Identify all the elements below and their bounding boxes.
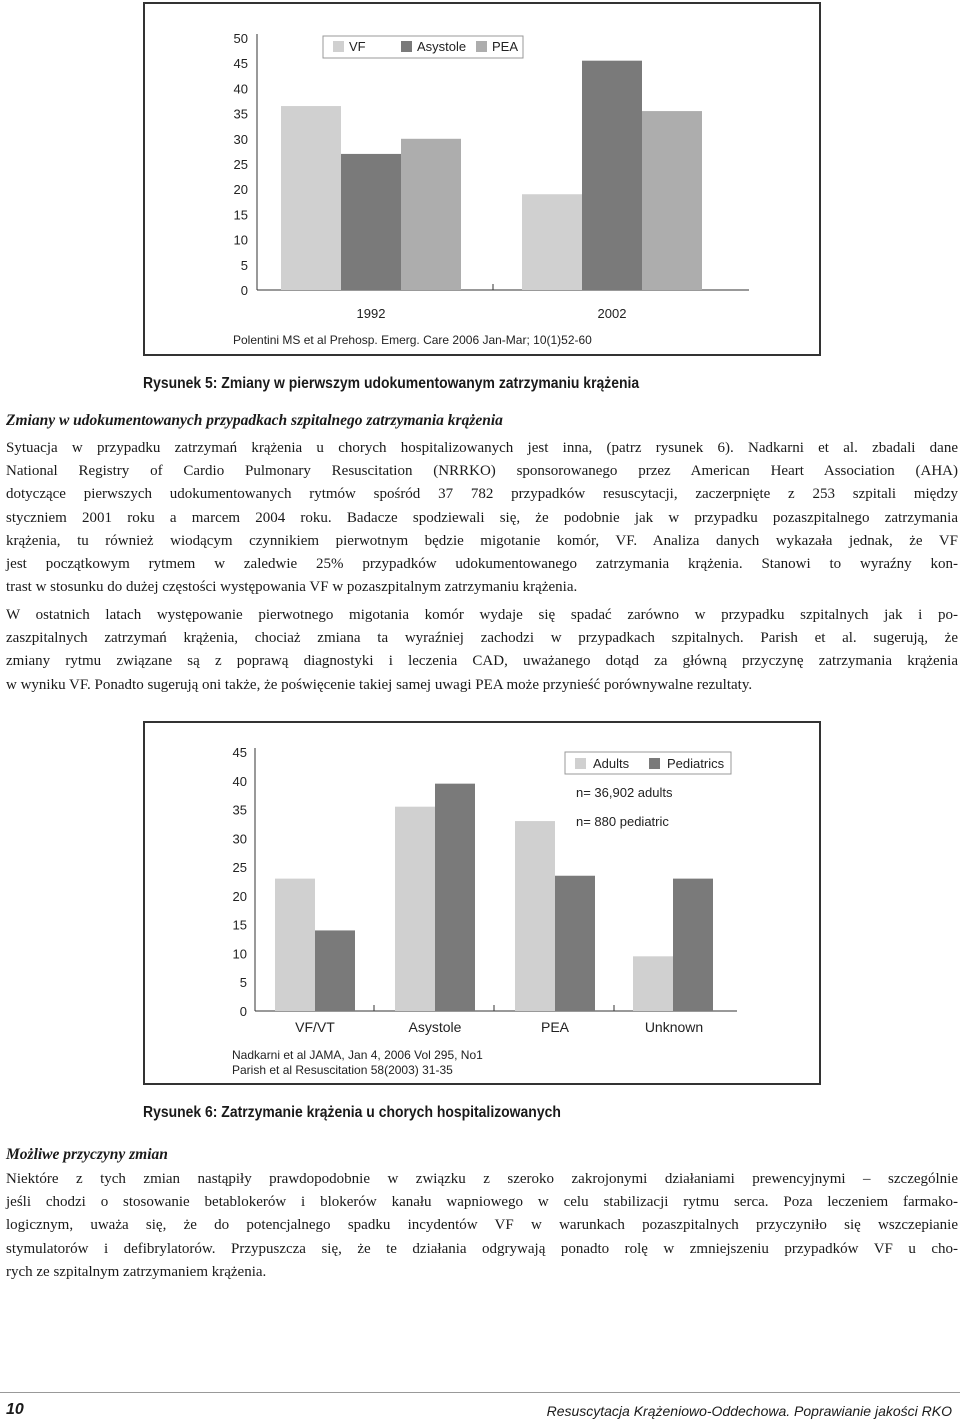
figure-6-caption: Rysunek 6: Zatrzymanie krążenia u chorych hospitalizowanych — [143, 1104, 561, 1121]
y-tick-label: 30 — [232, 831, 247, 847]
x-tick-label: 2002 — [597, 306, 627, 321]
paragraph-line: National Registry of Cardio Pulmonary Resuscitation (NRRKO) sponsorowanego przez American Heart Association (AHA) — [6, 463, 958, 480]
legend-swatch-asystole — [401, 41, 412, 52]
annotation-pediatric: n= 880 pediatric — [576, 814, 669, 829]
paragraph-line: stymulatorów i defibrylatorów. Przypuszcza się, że te działania odgrywają ponadto rolę w zmniejszeniu przypadków VF u cho- — [6, 1240, 958, 1257]
y-tick-label: 40 — [233, 81, 248, 97]
paragraph-line: zmiany rytmu związane są z poprawą diagnostyki i leczenia CAD, uważanego dotąd za główną przyczynę zatrzymania krążenia — [6, 653, 958, 670]
bar-pediatrics-vf-vt — [315, 930, 355, 1011]
chart-source: Polentini MS et al Prehosp. Emerg. Care 2006 Jan-Mar; 10(1)52-60 — [233, 333, 592, 347]
bar-pediatrics-pea — [555, 876, 595, 1011]
y-tick-label: 45 — [232, 745, 247, 760]
y-tick-label: 10 — [232, 946, 247, 962]
y-tick-label: 25 — [233, 157, 248, 172]
section-1-paragraph-1 — [6, 437, 958, 599]
x-tick-label: PEA — [540, 1019, 570, 1035]
running-title: Resuscytacja Krążeniowo-Oddechowa. Poprawianie jakości RKO — [546, 1403, 952, 1419]
footer-divider — [0, 1392, 960, 1393]
x-tick-label: Asystole — [408, 1019, 462, 1035]
legend-swatch-adults — [575, 758, 586, 769]
bar-pediatrics-asystole — [435, 784, 475, 1011]
bar-adults-vf-vt — [275, 879, 315, 1011]
paragraph-line: jeśli chodzi o stosowanie betablokerów i blokerów kanału wapniowego w celu stabilizacji rytmu serca. Poza leczeniem farmako- — [6, 1194, 958, 1211]
figure-5-caption: Rysunek 5: Zmiany w pierwszym udokumentowanym zatrzymaniu krążenia — [143, 375, 640, 392]
legend-swatch-pea — [476, 41, 487, 52]
paragraph-line: styczniem 2001 roku a marcem 2004 roku. Badacze spodziewali się, że podobnie jak w przypadku pozaszpitalnego zatrzymania — [6, 509, 958, 526]
y-tick-label: 35 — [233, 106, 248, 122]
figure-5-svg — [145, 4, 819, 354]
section-1-paragraph-2 — [6, 604, 958, 697]
bar-asystole-1992 — [341, 154, 401, 290]
y-tick-label: 15 — [232, 917, 247, 933]
figure-6-svg — [145, 723, 819, 1083]
paragraph-line: W ostatnich latach występowanie pierwotnego migotania komór wydaje się spadać zarówno w przypadku szpitalnych jak i po- — [6, 607, 958, 623]
y-tick-label: 15 — [233, 207, 248, 223]
x-tick-label: Unknown — [644, 1019, 704, 1035]
section-1-heading: Zmiany w udokumentowanych przypadkach szpitalnego zatrzymania krążenia — [6, 412, 503, 429]
paragraph-line: logicznym, uważa się, że do potencjalnego spadku incydentów VF w warunkach pozaszpitalnych przyczyniło się wszczepianie — [6, 1217, 958, 1234]
paragraph-line: w wyniku VF. Ponadto sugerują oni także, że poświęcenie takiej samej uwagi PEA może przynieść porównywalne rezultaty. — [6, 676, 753, 693]
paragraph-line: jest początkowym rytmem w zaledwie 25% przypadków udokumentowanego zatrzymania krążenia. Stanowi to wyraźny kon- — [6, 555, 958, 572]
paragraph-line: rych ze szpitalnym zatrzymaniem krążenia. — [6, 1263, 267, 1280]
paragraph-line: krążenia, tu również wiodącym czynnikiem pierwotnym będzie migotanie komór, VF. Analiza danych wykazała jednak, że VF — [6, 532, 958, 549]
paragraph-line: dotyczące pierwszych udokumentowanych rytmów spośród 37 782 przypadków resuscytacji, zaczerpnięte z 253 szpitali między — [6, 486, 958, 503]
x-tick-label: VF/VT — [295, 1019, 335, 1035]
y-tick-label: 5 — [240, 257, 248, 273]
section-2-heading: Możliwe przyczyny zmian — [6, 1146, 168, 1163]
chart-source-1: Nadkarni et al JAMA, Jan 4, 2006 Vol 295, No1 — [232, 1048, 483, 1062]
y-tick-label: 20 — [233, 182, 248, 198]
y-tick-label: 40 — [232, 773, 247, 789]
paragraph-line: Niektóre z tych zmian nastąpiły prawdopodobnie w związku z szeroko zakrojonymi działaniami prewencyjnymi – szczególnie — [6, 1171, 958, 1187]
y-tick-label: 30 — [233, 131, 248, 147]
figure-6-chart — [143, 721, 821, 1085]
y-tick-label: 35 — [232, 802, 247, 818]
legend-swatch-vf — [333, 41, 344, 52]
paragraph-line: trast w stosunku do dużej częstości występowania VF w pozaszpitalnym zatrzymaniu krążenia. — [6, 579, 578, 596]
y-tick-label: 10 — [233, 232, 248, 248]
legend-swatch-pediatrics — [649, 758, 660, 769]
page-number: 10 — [6, 1401, 24, 1418]
bar-adults-unknown — [633, 956, 673, 1011]
x-tick-label: 1992 — [356, 306, 386, 321]
bar-adults-asystole — [395, 807, 435, 1011]
paragraph-line: Sytuacja w przypadku zatrzymań krążenia u chorych hospitalizowanych jest inna, (patrz rysunek 6). Nadkarni et al. zbadali dane — [6, 440, 958, 456]
bar-pea-1992 — [401, 139, 461, 290]
legend-label-pea: PEA — [492, 39, 519, 54]
bar-adults-pea — [515, 821, 555, 1011]
y-tick-label: 0 — [239, 1004, 247, 1019]
y-tick-label: 45 — [233, 56, 248, 72]
legend-label-adults: Adults — [593, 756, 630, 771]
section-2-paragraph-1 — [6, 1168, 958, 1284]
bar-vf-2002 — [522, 194, 582, 290]
bar-asystole-2002 — [582, 61, 642, 290]
y-tick-label: 50 — [233, 31, 248, 46]
bar-pea-2002 — [642, 111, 702, 290]
legend-label-pediatrics: Pediatrics — [667, 756, 725, 771]
bar-vf-1992 — [281, 106, 341, 290]
y-tick-label: 25 — [232, 860, 247, 876]
chart-source-2: Parish et al Resuscitation 58(2003) 31-35 — [232, 1063, 453, 1077]
paragraph-line: zaszpitalnych zatrzymań krążenia, chociaż zmiana ta wyraźniej zachodzi w przypadkach szpitalnych. Parish et al. sugerują, że — [6, 630, 958, 647]
y-tick-label: 20 — [232, 888, 247, 904]
legend-label-asystole: Asystole — [417, 39, 467, 54]
figure-5-chart — [143, 2, 821, 356]
y-tick-label: 0 — [240, 283, 248, 298]
bar-pediatrics-unknown — [673, 879, 713, 1011]
annotation-adults: n= 36,902 adults — [576, 785, 673, 800]
legend-label-vf: VF — [349, 39, 366, 54]
y-tick-label: 5 — [239, 975, 247, 991]
